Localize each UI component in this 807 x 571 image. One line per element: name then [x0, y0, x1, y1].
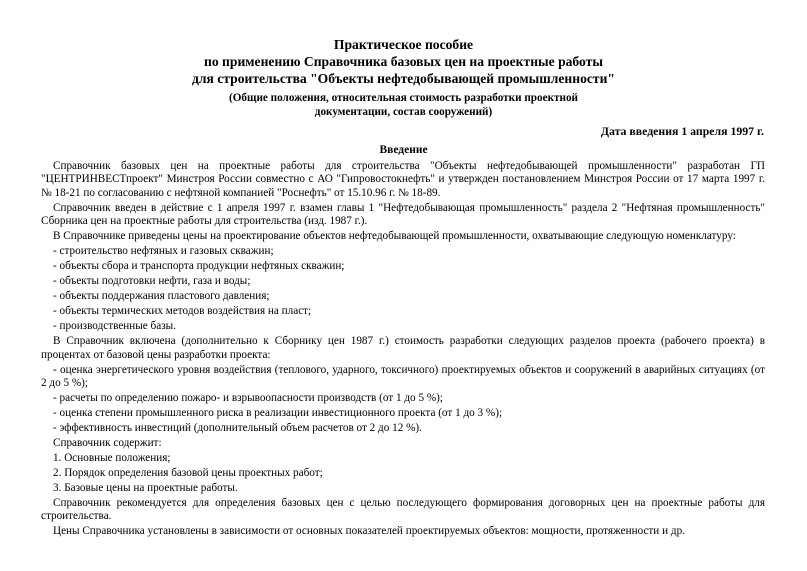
list-item: 1. Основные положения;: [53, 452, 171, 465]
list-item: - объекты сбора и транспорта продукции нефтяных скважин;: [53, 260, 345, 273]
list-item: - производственные базы.: [53, 320, 176, 333]
paragraph: Справочник содержит:: [53, 437, 162, 450]
paragraph: Справочник базовых цен на проектные работы для строительства "Объекты нефтедобывающей промышленности" разработан ГП "ЦЕНТРИНВЕСТпроект" Минстроя России совместно с АО "Гипровостокнефть" и утвержден постановлением Минстроя России от 17 марта 1997 г. № 18-21 по согласованию с нефтяной компанией "Роснефть" от 15.10.96 г. № 18-89.: [41, 160, 765, 199]
list-item: - строительство нефтяных и газовых скважин;: [53, 245, 274, 258]
list-item: - оценка энергетического уровня воздействия (теплового, ударного, токсичного) проектируемых объектов и сооружений в аварийных ситуациях (от 2 до 5 %);: [41, 363, 765, 390]
list-item: 2. Порядок определения базовой цены проектных работ;: [53, 467, 323, 480]
list-item: - эффективность инвестиций (дополнительный объем расчетов от 2 до 12 %).: [53, 422, 422, 435]
paragraph: В Справочнике приведены цены на проектирование объектов нефтедобывающей промышленности, охватывающие следующую номенклатуру:: [53, 230, 736, 243]
list-item: - оценка степени промышленного риска в реализации инвестиционного проекта (от 1 до 3 %);: [53, 407, 503, 420]
document-body: [41, 160, 765, 539]
list-item: - объекты подготовки нефти, газа и воды;: [53, 275, 251, 288]
paragraph: В Справочник включена (дополнительно к Сборнику цен 1987 г.) стоимость разработки следующих разделов проекта (рабочего проекта) в процентах от базовой цены разработки проекта:: [41, 335, 765, 361]
paragraph: Справочник введен в действие с 1 апреля 1997 г. взамен главы 1 "Нефтедобывающая промышленность" раздела 2 "Нефтяная промышленность" Сборника цен на проектные работы для строительства (изд. 1987 г.).: [41, 201, 765, 228]
paragraph: Справочник рекомендуется для определения базовых цен с целью последующего формирования договорных цен на проектные работы для строительства.: [41, 497, 765, 523]
list-item: - объекты термических методов воздействия на пласт;: [53, 305, 312, 318]
list-item: - объекты поддержания пластового давления;: [53, 290, 270, 303]
section-heading: Введение: [379, 144, 428, 156]
document-subtitle-line-2: документации, состав сооружений): [314, 106, 493, 118]
document-title-line-3: для строительства "Объекты нефтедобывающей промышленности": [192, 71, 615, 86]
document-title-line-1: Практическое пособие: [333, 37, 474, 52]
effective-date: Дата введения 1 апреля 1997 г.: [600, 124, 764, 138]
list-item: 3. Базовые цены на проектные работы.: [53, 482, 238, 495]
paragraph: Цены Справочника установлены в зависимости от основных показателей проектируемых объектов: мощности, протяженности и др.: [53, 525, 685, 538]
document-title-line-2: по применению Справочника базовых цен на проектные работы: [204, 54, 603, 69]
list-item: - расчеты по определению пожаро- и взрывоопасности производств (от 1 до 5 %);: [53, 392, 443, 405]
document-subtitle-line-1: (Общие положения, относительная стоимость разработки проектной: [228, 92, 578, 104]
